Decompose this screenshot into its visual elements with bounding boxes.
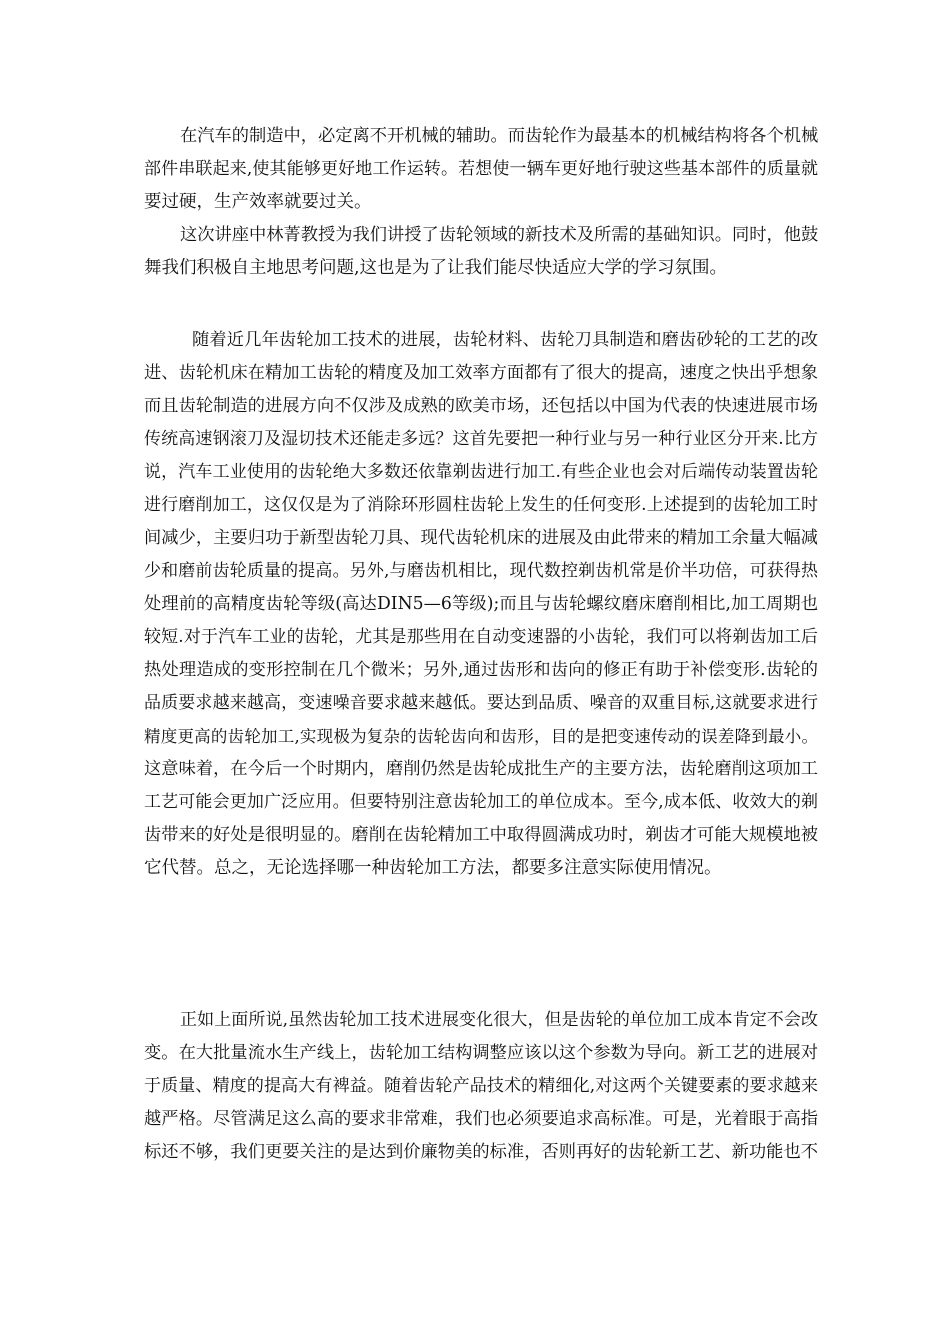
paragraph-line: 部件串联起来,使其能够更好地工作运转。若想使一辆车更好地行驶这些基本部件的质量就 [144, 159, 818, 179]
paragraph-unit-cost [144, 1004, 818, 1169]
paragraph-line: 进、齿轮机床在精加工齿轮的精度及加工效率方面都有了很大的提高，速度之快出乎想象 [144, 363, 818, 383]
paragraph-line: 少和磨前齿轮质量的提高。另外,与磨齿机相比，现代数控剃齿机常是价半功倍，可获得热 [144, 561, 818, 581]
paragraph-line: 处理前的高精度齿轮等级(高达DIN5—6等级);而且与齿轮螺纹磨床磨削相比,加工周期也 [144, 594, 818, 614]
paragraph-line: 齿带来的好处是很明显的。磨削在齿轮精加工中取得圆满成功时，剃齿才可能大规模地被 [144, 825, 818, 845]
paragraph-line: 于质量、精度的提高大有裨益。随着齿轮产品技术的精细化,对这两个关键要素的要求越来 [144, 1076, 818, 1096]
paragraph-line: 品质要求越来越高，变速噪音要求越来越低。要达到品质、噪音的双重目标,这就要求进行 [144, 693, 818, 713]
paragraph-line: 间减少，主要归功于新型齿轮刀具、现代齿轮机床的进展及由此带来的精加工余量大幅减 [144, 528, 818, 548]
paragraph-line: 在汽车的制造中，必定离不开机械的辅助。而齿轮作为最基本的机械结构将各个机械 [180, 126, 819, 146]
paragraph-line: 热处理造成的变形控制在几个微米；另外,通过齿形和齿向的修正有助于补偿变形.齿轮的 [144, 660, 818, 680]
paragraph-intro [144, 120, 818, 219]
paragraph-line: 舞我们积极自主地思考问题,这也是为了让我们能尽快适应大学的学习氛围。 [144, 258, 728, 278]
paragraph-line: 工艺可能会更加广泛应用。但要特别注意齿轮加工的单位成本。至今,成本低、收效大的剃 [144, 792, 818, 812]
paragraph-line: 随着近几年齿轮加工技术的进展，齿轮材料、齿轮刀具制造和磨齿砂轮的工艺的改 [192, 330, 818, 350]
paragraph-line: 而且齿轮制造的进展方向不仅涉及成熟的欧美市场，还包括以中国为代表的快速进展市场 [144, 396, 818, 416]
paragraph-line: 变。在大批量流水生产线上，齿轮加工结构调整应该以这个参数为导向。新工艺的进展对 [144, 1043, 818, 1063]
paragraph-line: 要过硬，生产效率就要过关。 [144, 192, 372, 212]
paragraph-line: 正如上面所说,虽然齿轮加工技术进展变化很大，但是齿轮的单位加工成本肯定不会改 [180, 1010, 818, 1030]
paragraph-line: 传统高速钢滚刀及湿切技术还能走多远？这首先要把一种行业与另一种行业区分开来.比方 [144, 429, 818, 449]
paragraph-line: 精度更高的齿轮加工,实现极为复杂的齿轮齿向和齿形，目的是把变速传动的误差降到最小。 [144, 727, 818, 746]
paragraph-line: 这意味着，在今后一个时期内，磨削仍然是齿轮成批生产的主要方法，齿轮磨削这项加工 [144, 759, 818, 779]
paragraph-line: 较短.对于汽车工业的齿轮，尤其是那些用在自动变速器的小齿轮，我们可以将剃齿加工后 [144, 627, 818, 647]
paragraph-line: 标还不够，我们更要关注的是达到价廉物美的标准，否则再好的齿轮新工艺、新功能也不 [144, 1142, 818, 1162]
paragraph-line: 说，汽车工业使用的齿轮绝大多数还依靠剃齿进行加工.有些企业也会对后端传动装置齿轮 [144, 462, 818, 482]
paragraph-line: 这次讲座中林菁教授为我们讲授了齿轮领域的新技术及所需的基础知识。同时，他鼓 [180, 225, 819, 245]
paragraph-line: 越严格。尽管满足这么高的要求非常难，我们也必须要追求高标准。可是，光着眼于高指 [144, 1109, 818, 1129]
paragraph-gear-technology [144, 324, 818, 885]
paragraph-line: 进行磨削加工，这仅仅是为了消除环形圆柱齿轮上发生的任何变形.上述提到的齿轮加工时 [144, 495, 818, 515]
paragraph-lecture [144, 219, 818, 285]
paragraph-line: 它代替。总之，无论选择哪一种齿轮加工方法，都要多注意实际使用情况。 [144, 858, 722, 878]
